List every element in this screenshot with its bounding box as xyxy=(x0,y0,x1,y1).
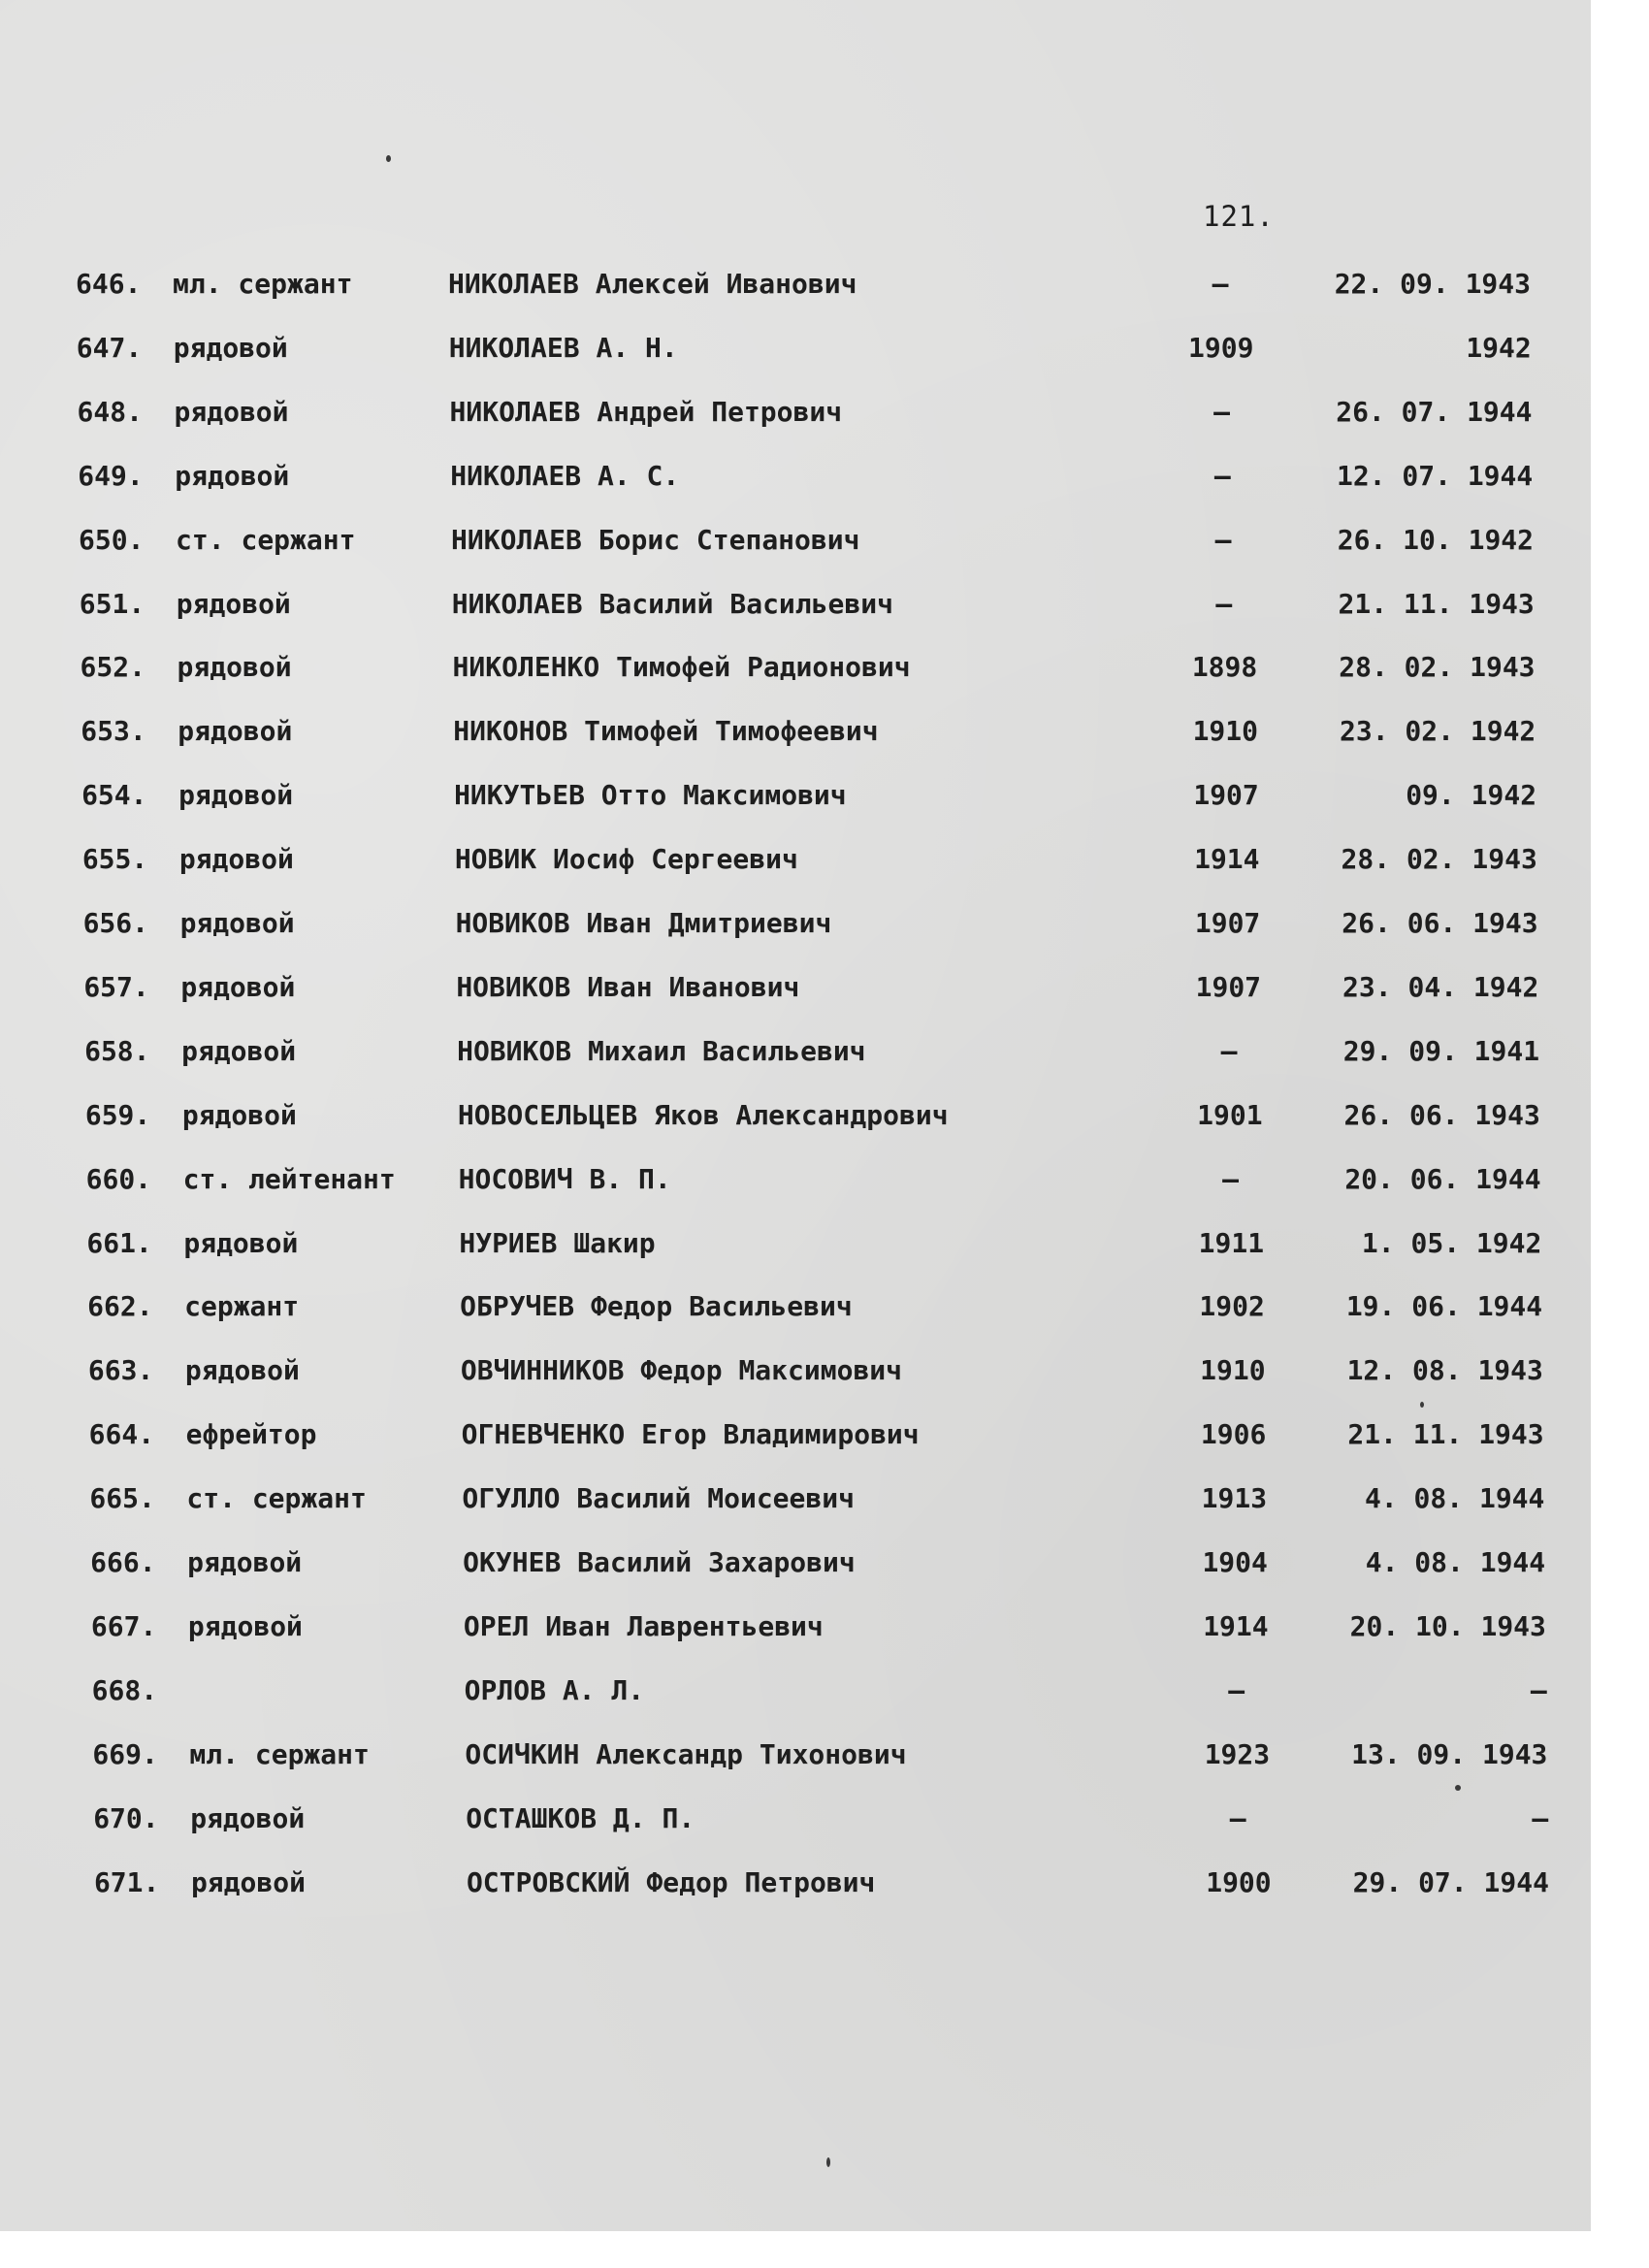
row-number: 658. xyxy=(84,1034,150,1067)
row-year: 1914 xyxy=(1194,843,1260,876)
row-year: – xyxy=(1212,268,1229,300)
row-year: 1907 xyxy=(1193,779,1259,812)
list-row xyxy=(0,1802,1591,1841)
page-number: 121. xyxy=(1203,200,1275,233)
row-number: 648. xyxy=(77,395,143,428)
row-year: 1902 xyxy=(1199,1290,1265,1323)
scan-speck xyxy=(386,155,391,162)
list-row xyxy=(0,332,1591,371)
row-rank: рядовой xyxy=(181,1034,297,1067)
row-name: НИКОЛАЕВ А. Н. xyxy=(448,331,678,364)
row-number: 654. xyxy=(81,779,147,812)
row-date: 1942 xyxy=(1466,331,1532,364)
row-rank: рядовой xyxy=(180,970,296,1003)
row-year: 1904 xyxy=(1202,1546,1268,1578)
row-date: 20. 10. 1943 xyxy=(1349,1609,1546,1642)
row-year: 1913 xyxy=(1201,1482,1268,1515)
row-number: 660. xyxy=(85,1162,152,1195)
list-row xyxy=(0,715,1591,754)
list-row xyxy=(0,1674,1591,1713)
row-date: – xyxy=(1530,1673,1547,1706)
row-name: НИКОЛАЕВ А. С. xyxy=(450,459,680,492)
row-number: 666. xyxy=(90,1546,156,1578)
list-row xyxy=(0,1482,1591,1521)
row-year: 1898 xyxy=(1191,651,1258,684)
row-year: – xyxy=(1215,587,1233,620)
list-row xyxy=(0,1738,1591,1777)
list-row xyxy=(0,1099,1591,1138)
row-number: 656. xyxy=(82,907,149,939)
row-name: ОГНЕВЧЕНКО Егор Владимирович xyxy=(461,1418,920,1451)
row-rank: рядовой xyxy=(184,1354,300,1387)
row-name: НИКОЛАЕВ Андрей Петрович xyxy=(449,395,843,428)
row-number: 657. xyxy=(83,970,149,1003)
row-rank: рядовой xyxy=(190,1801,306,1834)
row-date: 28. 02. 1943 xyxy=(1341,843,1537,876)
row-rank: рядовой xyxy=(175,459,290,492)
row-date: 28. 02. 1943 xyxy=(1339,651,1536,684)
row-number: 662. xyxy=(87,1290,153,1323)
row-year: – xyxy=(1213,395,1230,428)
list-row xyxy=(0,1227,1591,1266)
row-rank: сержант xyxy=(184,1290,300,1323)
row-number: 669. xyxy=(92,1737,158,1770)
row-date: 21. 11. 1943 xyxy=(1338,587,1535,620)
row-date: 26. 06. 1943 xyxy=(1342,907,1538,939)
row-number: 665. xyxy=(89,1482,155,1515)
row-name: ОРЕЛ Иван Лаврентьевич xyxy=(463,1609,824,1642)
list-row xyxy=(0,651,1591,690)
row-rank: рядовой xyxy=(173,331,288,364)
row-date: 13. 09. 1943 xyxy=(1351,1737,1548,1770)
row-rank: рядовой xyxy=(177,651,292,684)
row-year: 1901 xyxy=(1197,1098,1263,1131)
row-year: – xyxy=(1220,1034,1238,1067)
list-row xyxy=(0,1610,1591,1649)
row-rank: рядовой xyxy=(178,715,293,748)
row-year: 1910 xyxy=(1192,715,1259,748)
row-date: 22. 09. 1943 xyxy=(1334,268,1531,300)
row-rank: рядовой xyxy=(183,1226,299,1259)
row-date: 1. 05. 1942 xyxy=(1361,1226,1542,1259)
row-number: 646. xyxy=(76,268,142,300)
row-name: НОВИКОВ Иван Дмитриевич xyxy=(455,907,832,939)
row-name: ОГУЛЛО Василий Моисеевич xyxy=(462,1482,855,1515)
row-name: ОКУНЕВ Василий Захарович xyxy=(463,1546,856,1578)
row-rank: рядовой xyxy=(181,1098,297,1131)
row-year: 1909 xyxy=(1188,331,1254,364)
row-date: 12. 08. 1943 xyxy=(1346,1354,1543,1387)
row-rank: ст. лейтенант xyxy=(182,1162,396,1195)
row-name: НОСОВИЧ В. П. xyxy=(458,1162,671,1195)
row-name: НОВИКОВ Иван Иванович xyxy=(456,970,800,1003)
row-date: 4. 08. 1944 xyxy=(1365,1546,1546,1578)
row-number: 661. xyxy=(86,1226,152,1259)
row-number: 655. xyxy=(81,843,148,876)
row-name: НОВИК Иосиф Сергеевич xyxy=(454,843,798,876)
row-rank: рядовой xyxy=(187,1609,303,1642)
row-date: 26. 06. 1943 xyxy=(1343,1098,1540,1131)
list-row xyxy=(0,1354,1591,1393)
row-name: НОВОСЕЛЬЦЕВ Яков Александрович xyxy=(457,1098,949,1131)
list-row xyxy=(0,971,1591,1010)
list-row xyxy=(0,1418,1591,1457)
row-number: 647. xyxy=(76,331,143,364)
row-year: 1900 xyxy=(1206,1865,1272,1898)
row-rank: рядовой xyxy=(179,907,295,939)
list-row xyxy=(0,1035,1591,1074)
row-year: 1911 xyxy=(1198,1226,1265,1259)
row-date: 12. 07. 1944 xyxy=(1336,459,1534,492)
scan-speck xyxy=(1420,1402,1424,1408)
row-number: 671. xyxy=(93,1865,160,1898)
list-row xyxy=(0,779,1591,818)
row-name: ОРЛОВ А. Л. xyxy=(464,1673,645,1706)
row-date: 19. 06. 1944 xyxy=(1345,1290,1543,1323)
row-name: НИКОНОВ Тимофей Тимофеевич xyxy=(453,715,879,748)
row-rank: рядовой xyxy=(174,395,289,428)
row-date: 23. 04. 1942 xyxy=(1342,970,1539,1003)
row-date: – xyxy=(1532,1801,1549,1834)
row-rank: ст. сержант xyxy=(186,1482,367,1515)
row-date: 29. 07. 1944 xyxy=(1352,1865,1549,1898)
row-year: 1910 xyxy=(1200,1354,1266,1387)
row-number: 659. xyxy=(84,1098,151,1131)
list-row xyxy=(0,460,1591,499)
row-name: ОБРУЧЕВ Федор Васильевич xyxy=(460,1290,853,1323)
row-number: 663. xyxy=(87,1354,154,1387)
row-name: НИКОЛЕНКО Тимофей Радионович xyxy=(452,651,911,684)
row-number: 649. xyxy=(78,459,144,492)
row-number: 651. xyxy=(79,587,146,620)
row-name: ОВЧИННИКОВ Федор Максимович xyxy=(460,1354,903,1387)
row-year: 1914 xyxy=(1203,1609,1269,1642)
row-year: 1907 xyxy=(1194,907,1261,939)
row-date: 23. 02. 1942 xyxy=(1340,715,1536,748)
row-number: 664. xyxy=(88,1418,155,1451)
row-year: 1923 xyxy=(1204,1737,1271,1770)
row-name: НУРИЕВ Шакир xyxy=(459,1226,656,1259)
row-rank: ст. сержант xyxy=(176,523,356,556)
row-rank: мл. сержант xyxy=(173,268,353,300)
row-rank: рядовой xyxy=(187,1546,303,1578)
list-row xyxy=(0,1866,1591,1905)
row-name: НИКОЛАЕВ Алексей Иванович xyxy=(448,268,857,300)
row-name: НИКОЛАЕВ Василий Васильевич xyxy=(451,587,893,620)
row-date: 4. 08. 1944 xyxy=(1364,1482,1545,1515)
row-name: НИКУТЬЕВ Отто Максимович xyxy=(454,779,847,812)
list-row xyxy=(0,1163,1591,1202)
row-year: – xyxy=(1228,1673,1245,1706)
list-row xyxy=(0,1546,1591,1585)
row-year: 1907 xyxy=(1195,970,1262,1003)
row-number: 668. xyxy=(91,1673,158,1706)
row-rank: рядовой xyxy=(178,843,294,876)
row-rank: ефрейтор xyxy=(185,1418,317,1451)
row-rank: рядовой xyxy=(176,587,291,620)
list-row xyxy=(0,907,1591,946)
list-row xyxy=(0,588,1591,627)
row-year: – xyxy=(1222,1162,1240,1195)
list-row xyxy=(0,396,1591,435)
row-date: 21. 11. 1943 xyxy=(1347,1418,1544,1451)
row-year: 1906 xyxy=(1200,1418,1267,1451)
row-number: 667. xyxy=(90,1609,157,1642)
row-rank: рядовой xyxy=(178,779,294,812)
row-date: 26. 10. 1942 xyxy=(1337,523,1535,556)
row-year: – xyxy=(1229,1801,1246,1834)
row-name: ОСТРОВСКИЙ Федор Петрович xyxy=(466,1865,876,1898)
row-name: ОСИЧКИН Александр Тихонович xyxy=(465,1737,907,1770)
scan-speck xyxy=(1455,1785,1461,1791)
row-number: 653. xyxy=(81,715,146,748)
list-row xyxy=(0,524,1591,563)
row-date: 26. 07. 1944 xyxy=(1336,395,1533,428)
row-name: ОСТАШКОВ Д. П. xyxy=(466,1801,695,1834)
row-year: – xyxy=(1213,459,1231,492)
scan-speck xyxy=(826,2157,830,2167)
row-date: 20. 06. 1944 xyxy=(1344,1162,1541,1195)
row-date: 29. 09. 1941 xyxy=(1342,1034,1540,1067)
list-row xyxy=(0,1290,1591,1329)
list-row xyxy=(0,268,1591,307)
row-date: 09. 1942 xyxy=(1406,779,1537,812)
row-rank: мл. сержант xyxy=(189,1737,370,1770)
row-rank: рядовой xyxy=(190,1865,306,1898)
list-row xyxy=(0,843,1591,882)
row-name: НОВИКОВ Михаил Васильевич xyxy=(457,1034,866,1067)
row-number: 650. xyxy=(79,523,145,556)
row-number: 652. xyxy=(80,651,146,684)
row-name: НИКОЛАЕВ Борис Степанович xyxy=(451,523,860,556)
row-number: 670. xyxy=(93,1801,159,1834)
row-year: – xyxy=(1214,523,1232,556)
